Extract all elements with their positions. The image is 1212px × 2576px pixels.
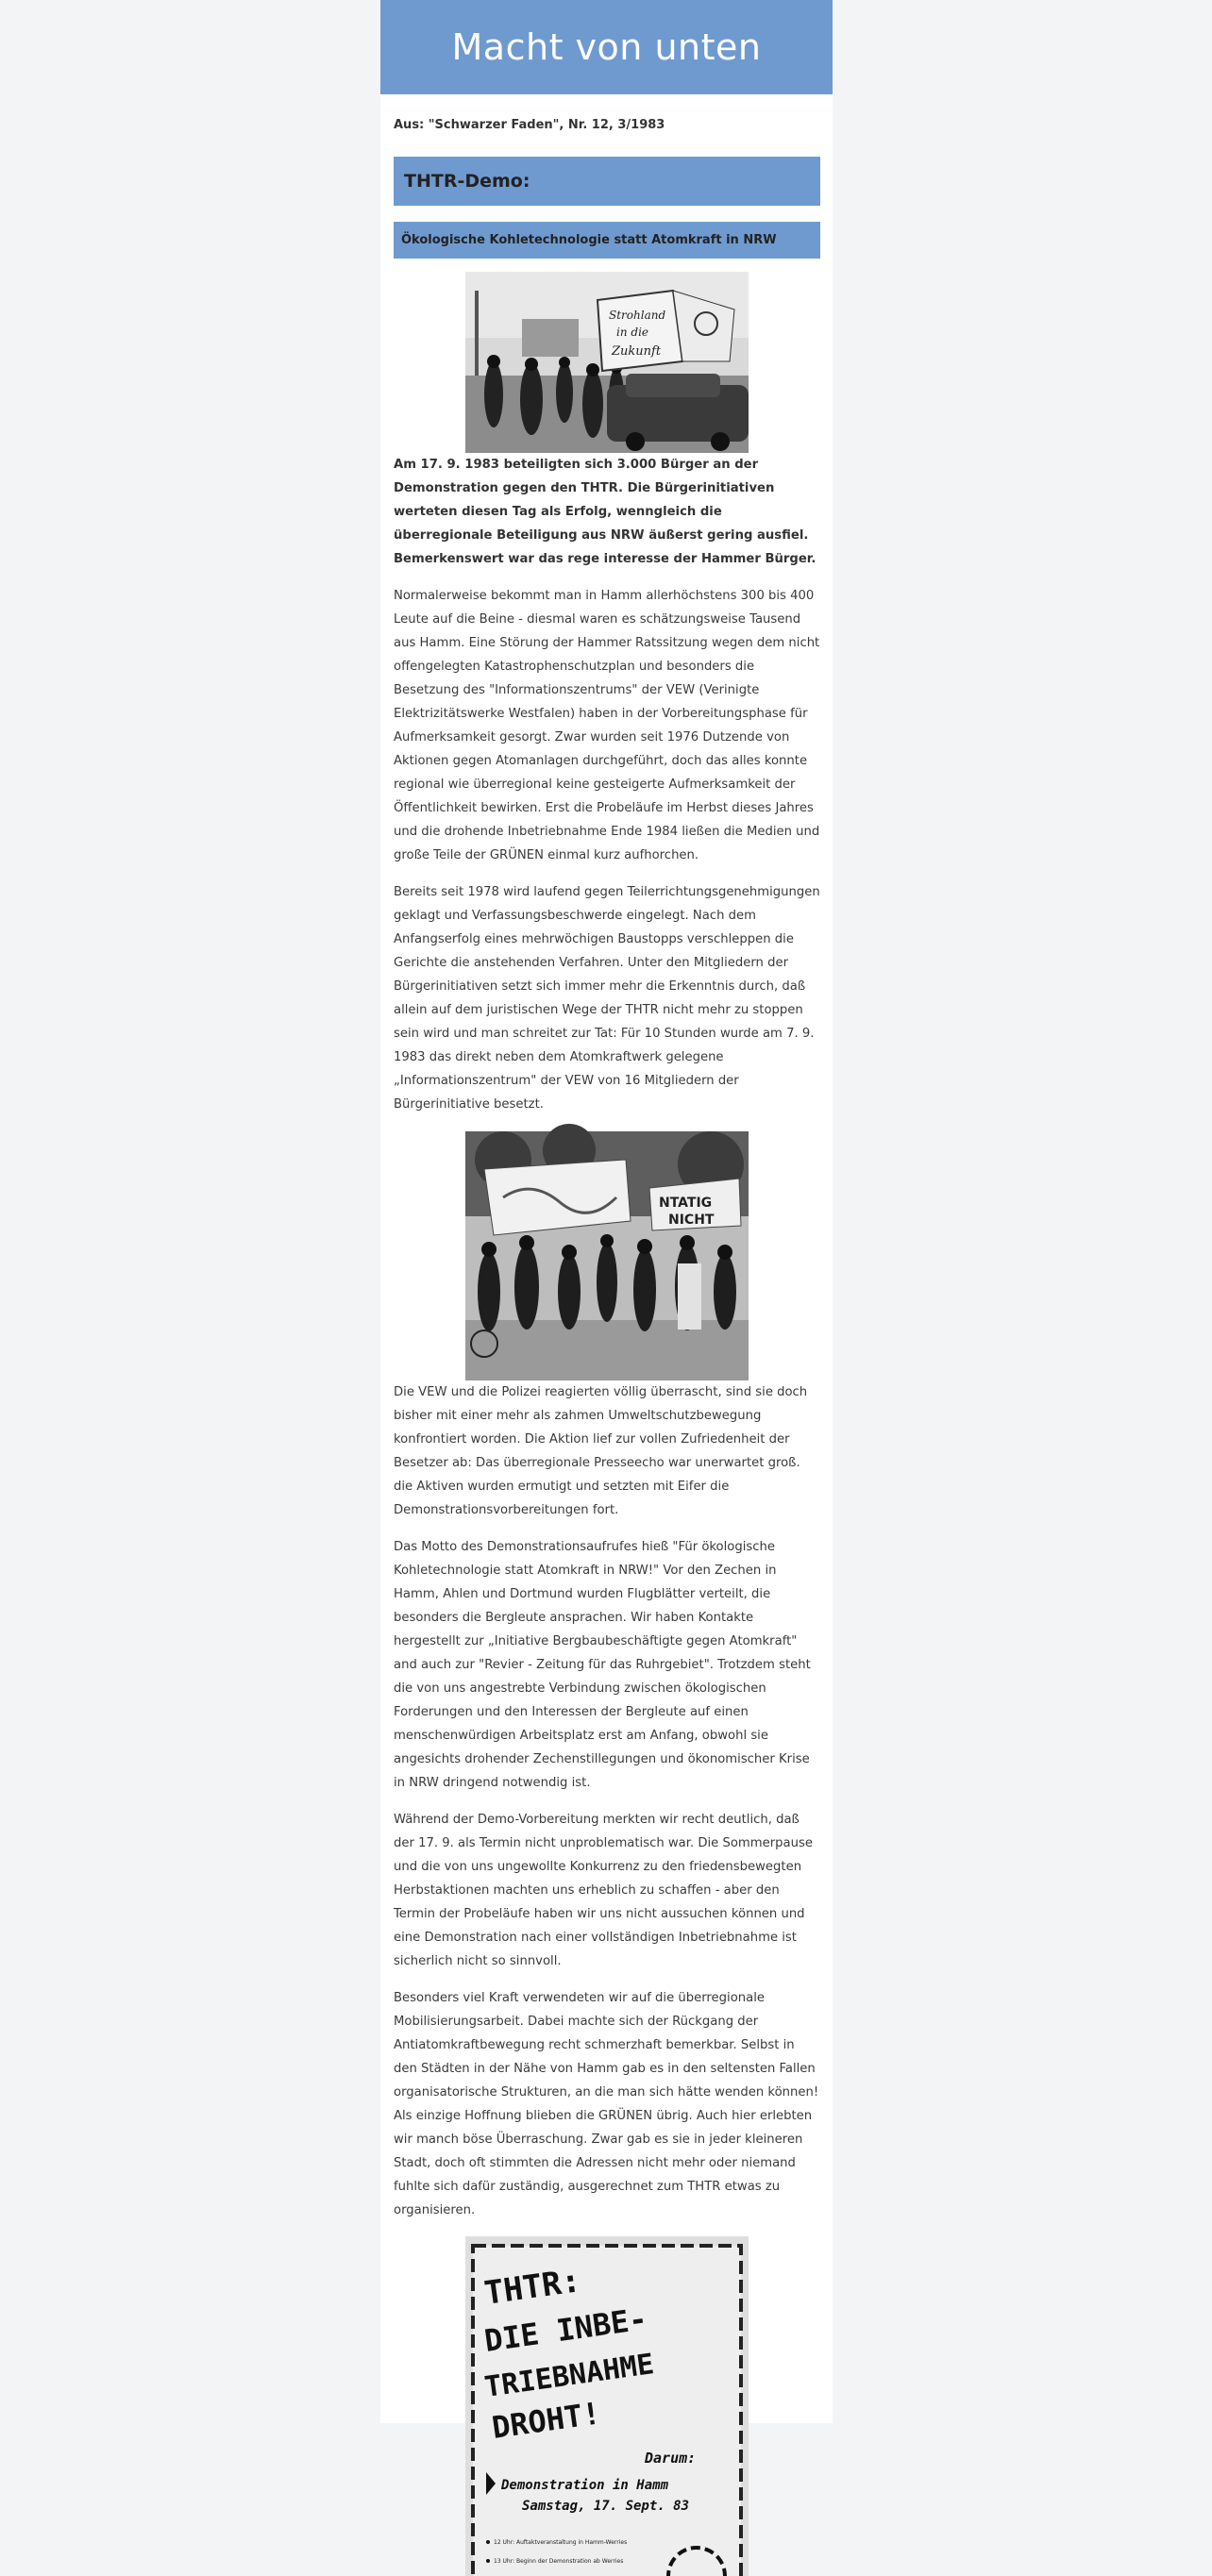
banner-text-1: NTATIG — [659, 1196, 713, 1211]
article-subheading: Ökologische Kohletechnologie statt Atomkraft in NRW — [394, 222, 820, 259]
poster-darum: Darum: — [645, 2450, 697, 2467]
poster-line-4: DROHT! — [489, 2395, 603, 2446]
paragraph-2: Bereits seit 1978 wird laufend gegen Teilerrichtungsgenehmigungen geklagt und Verfassungsbeschwerde eingelegt. Nach dem Anfangserfolg eines mehrwöchigen Baustopps verschleppen die Gerichte die anstehenden Verfahren. Unter den Mitgliedern der Bürgerinitiativen setzt sich immer mehr die Erkenntnis durch, daß allein auf dem juristischen Wege der THTR nicht mehr zu stoppen sein wird und man schreitet zur Tat: Für 10 Stunden wurde am 7. 9. 1983 das direkt neben dem Atomkraftwerk gelegene „Informationszentrum" der VEW von 16 Mitgliedern der Bürgerinitiative besetzt. — [394, 885, 820, 1112]
demo-photo-1 — [465, 272, 749, 453]
poster-demo: Demonstration in Hamm — [501, 2478, 669, 2493]
site-title[interactable]: Macht von unten — [451, 26, 762, 68]
paragraph-4: Das Motto des Demonstrationsaufrufes hieß "Für ökologische Kohletechnologie statt Atomkraft in NRW!" Vor den Zechen in Hamm, Ahlen und Dortmund wurden Flugblätter verteilt, die besonders die Bergleute ansprachen. Wir haben Kontakte hergestellt zur „Initiative Bergbaubeschäftigte gegen Atomkraft" and auch zur "Revier - Zeitung für das Ruhrgebiet". Trotzdem steht die von uns angestrebte Verbindung zwischen ökologischen Forderungen und den Interessen der Bergleute auf einen menschenwürdigen Arbeitsplatz erst am Anfang, obwohl sie angesichts drohender Zechenstillegungen und ökonomischer Krise in NRW dringend notwendig ist. — [394, 1540, 811, 1790]
poster-date: Samstag, 17. Sept. 83 — [522, 2499, 690, 2514]
sign-text-2: in die — [616, 326, 649, 339]
paragraph-6: Besonders viel Kraft verwendeten wir auf die überregionale Mobilisierungsarbeit. Dabei machte sich der Rückgang der Antiatomkraftbewegung recht schmerzhaft bemerkbar. Selbst in den Städten in der Nähe von Hamm gab es in den seltensten Fallen organisatorische Strukturen, an die man sich hätte wenden können! Als einzige Hoffnung blieben die GRÜNEN übrig. Auch hier erlebten wir manch böse Überraschung. Zwar gab es sie in jeder kleineren Stadt, doch oft stimmten die Adressen nicht mehr oder niemand fuhlte sich dafür zuständig, ausgerechnet zum THTR etwas zu organisieren. — [394, 1991, 819, 2217]
article-heading: THTR-Demo: — [394, 157, 820, 206]
poster-line-1: THTR: — [481, 2262, 583, 2313]
lead-paragraph: Am 17. 9. 1983 beteiligten sich 3.000 Bürger an der Demonstration gegen den THTR. Die Bürgerinitiativen werteten diesen Tag als Erfolg, wenngleich die überregionale Beteiligung aus NRW äußerst gering ausfiel. Bemerkenswert war das rege interesse der Hammer Bürger. — [394, 458, 816, 566]
article — [394, 94, 820, 2576]
poster-small-2: 13 Uhr: Beginn der Demonstration ab Werries — [494, 2558, 624, 2565]
source-line: Aus: "Schwarzer Faden", Nr. 12, 3/1983 — [394, 118, 665, 132]
page — [380, 0, 833, 2565]
paragraph-3: Die VEW und die Polizei reagierten völlig überrascht, sind sie doch bisher mit einer mehr als zahmen Umweltschutzbewegung konfrontiert worden. Die Aktion lief zur vollen Zufriedenheit der Besetzer ab: Das überregionale Presseecho war unerwartet groß. die Aktiven wurden ermutigt und setzten mit Eifer die Demonstrationsvorbereitungen fort. — [394, 1385, 808, 1517]
paragraph-1: Normalerweise bekommt man in Hamm allerhöchstens 300 bis 400 Leute auf die Beine - diesmal waren es schätzungsweise Tausend aus Hamm. Eine Störung der Hammer Ratssitzung wegen dem nicht offengelegten Katastrophenschutzplan und besonders die Besetzung des "Informationszentrums" der VEW (Verinigte Elektrizitätswerke Westfalen) haben in der Vorbereitungsphase für Aufmerksamkeit gesorgt. Zwar wurden seit 1976 Dutzende von Aktionen gegen Atomanlagen durchgeführt, doch das alles konnte regional wie überregional keine gesteigerte Aufmerksamkeit der Öffentlichkeit bewirken. Erst die Probeläufe im Herbst dieses Jahres und die drohende Inbetriebnahme Ende 1984 ließen die Medien und große Teile der GRÜNEN einmal kurz aufhorchen. — [394, 589, 820, 862]
sign-text-3: Zukunft — [612, 344, 662, 359]
paragraph-5: Während der Demo-Vorbereitung merkten wir recht deutlich, daß der 17. 9. als Termin nicht unproblematisch war. Die Sommerpause und die von uns ungewollte Konkurrenz zu den friedensbewegten Herbstaktionen machten uns erheblich zu schaffen - aber den Termin der Probeläufe haben wir uns nicht aussuchen können und eine Demonstration nach einer vollständigen Inbetriebnahme ist sicherlich nicht so sinnvoll. — [394, 1813, 813, 1968]
sign-text-1: Strohland — [609, 309, 666, 322]
poster-small-1: 12 Uhr: Auftaktveranstaltung in Hamm-Werries — [494, 2539, 628, 2546]
poster-line-3: TRIEBNAHME — [482, 2348, 656, 2404]
demo-photo-2 — [465, 1131, 749, 1380]
banner-text-2: NICHT — [668, 1213, 715, 1228]
poster-line-2: DIE INBE- — [481, 2300, 649, 2359]
demo-poster — [465, 2236, 749, 2576]
site-banner — [380, 0, 833, 94]
